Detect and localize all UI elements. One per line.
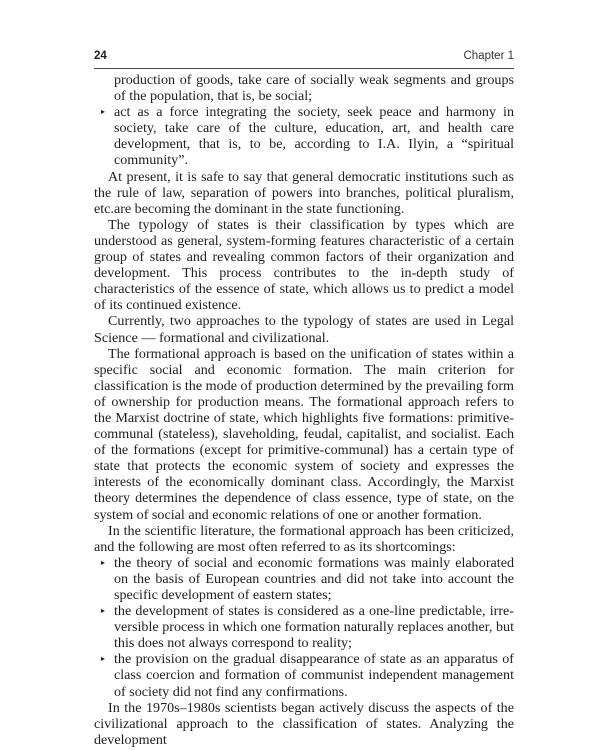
list-item-text: the provision on the gradual disappearance of state as an apparatus of class coercion and formation of communist independent management of society did not find any confirmations. [114,651,514,700]
continued-list-item [94,72,514,104]
paragraph: The formational approach is based on the unification of states within a specific social and economic formation. The main criterion for classification is the mode of production determined by the prevailing form of ownership for production means. The formational approach refers to the Marxist doctrine of state, which highlights five formations: primitive-communal (stateless), slaveholding, feudal, capitalist, and socialist. Each of the formations (except for primitive-communal) has a certain type of state that protects the economic system of society and expresses the interests of the economically dominant class. Accordingly, the Marxist theory determines the dependence of class essence, type of state, on the system of social and economic relations of one or another formation. [94,345,514,523]
continued-item-text: production of goods, take care of socially weak segments and groups of the population, that is, be social; [114,72,514,105]
page-body [94,72,514,748]
list-item-text: act as a force integrating the society, seek peace and harmony in society, take care of the culture, education, art, and health care development, that is, to be, according to I.A. Ilyin, a “spiritual community”. [114,104,514,169]
running-header [94,50,514,68]
list-item [101,554,514,603]
paragraph: In the scientific literature, the formational approach has been criticized, and the following are most often referred to as its shortcomings: [94,522,514,555]
paragraph: Currently, two approaches to the typology of states are used in Legal Science — formational and civilizational. [94,313,514,346]
bullet-icon: ▸ [101,606,106,616]
bullet-icon: ▸ [101,107,106,117]
paragraph: The typology of states is their classification by types which are understood as general, system-forming features characteristic of a certain group of states and revealing common factors of their organization and development. This process contributes to the in-depth study of characteristics of the essence of state, which allows us to predict a model of its continued existence. [94,216,514,314]
bullet-icon: ▸ [101,654,106,664]
list-item-text: the development of states is considered as a one-line predictable, irreversible process in which one formation naturally replaces another, but this does not always correspond to reality; [114,603,514,652]
header-rule [94,68,514,69]
list-item-text: the theory of social and economic formations was mainly elaborated on the basis of European countries and did not take into account the specific development of eastern states; [114,554,514,603]
paragraph: In the 1970s–1980s scientists began actively discuss the aspects of the civilizational approach to the classification of states. Analyzing the development [94,699,514,748]
bullet-icon: ▸ [101,557,106,567]
page-number: 24 [94,50,107,62]
list-item [101,603,514,652]
list-item [101,651,514,700]
paragraph: At present, it is safe to say that general democratic institutions such as the rule of law, separation of powers into branches, political pluralism, etc.are becoming the dominant in the state functioning. [94,168,514,217]
chapter-title: Chapter 1 [463,50,514,62]
list-item [101,104,514,169]
shortcomings-list [94,555,514,700]
intro-bullet-list [94,104,514,168]
